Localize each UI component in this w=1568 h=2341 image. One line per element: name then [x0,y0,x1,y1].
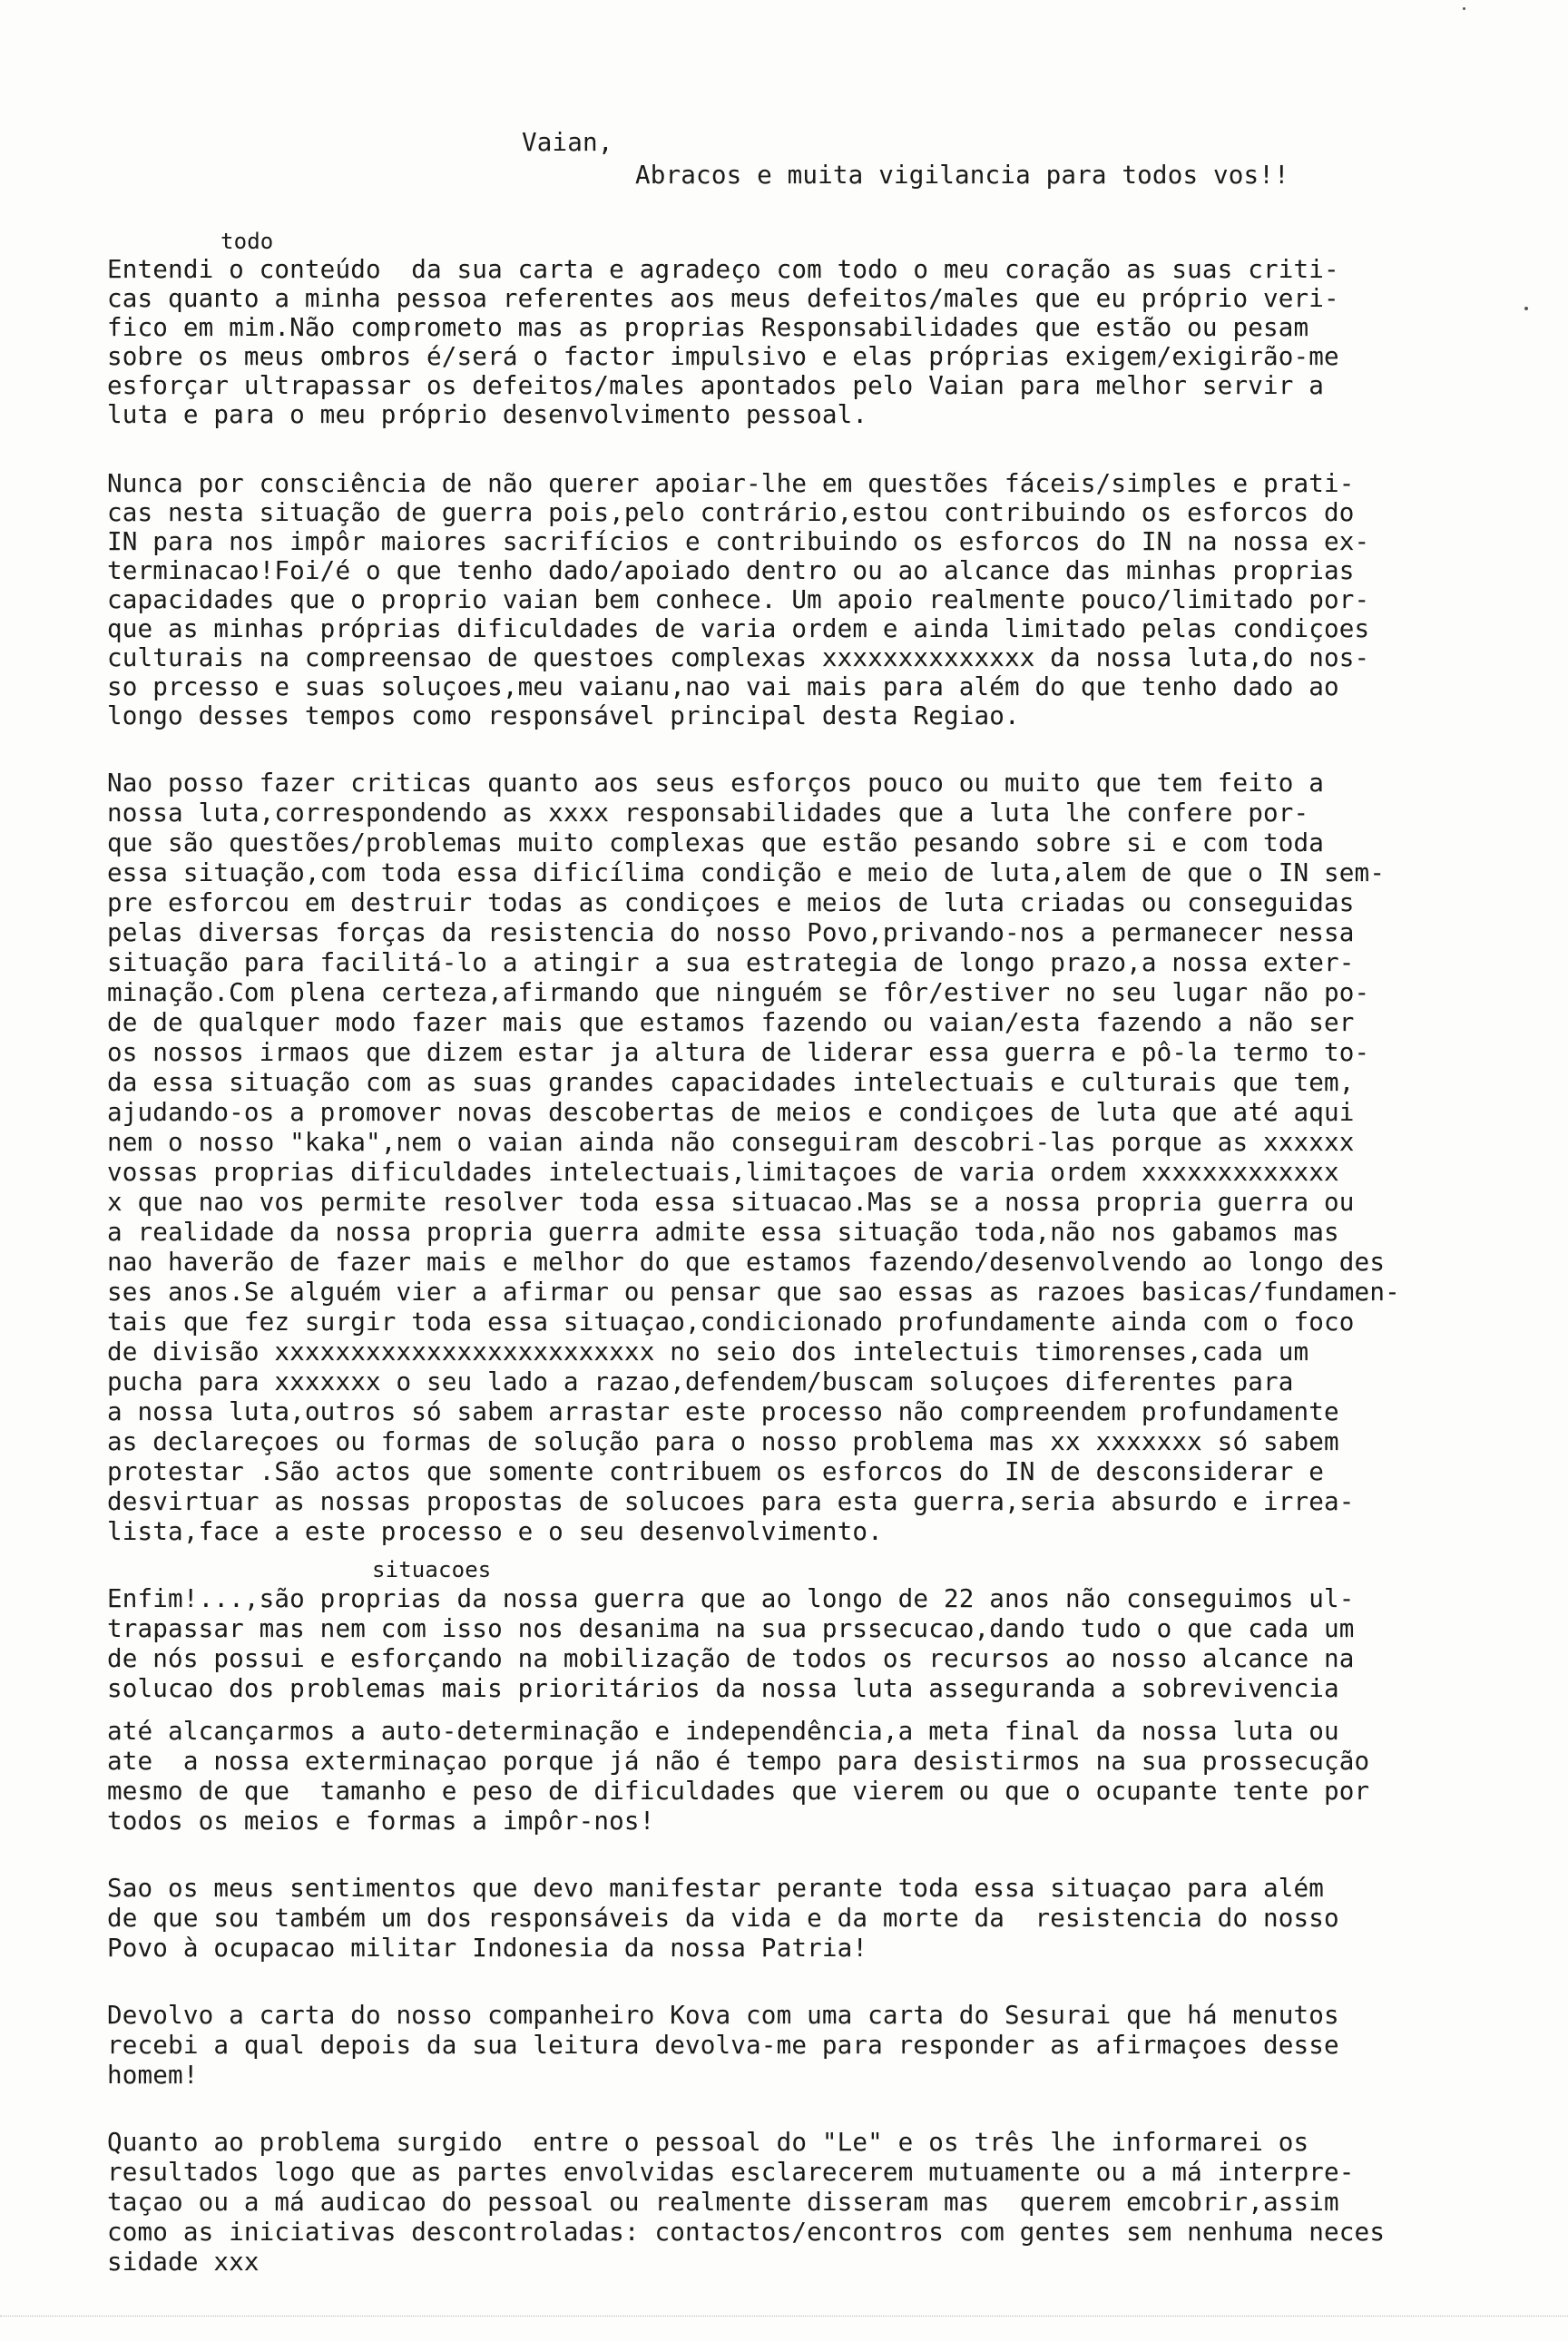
paragraph-line: que as minhas próprias dificuldades de varia ordem e ainda limitado pelas condiçoes [107,613,1370,643]
paragraph-line: so prcesso e suas soluçoes,meu vaianu,nao vai mais para além do que tenho dado ao [107,671,1339,701]
paragraph-line: homem! [107,2060,199,2090]
paragraph-line: nao haverão de fazer mais e melhor do que estamos fazendo/desenvolvendo ao longo des [107,1247,1386,1277]
paragraph-line: x que nao vos permite resolver toda essa situacao.Mas se a nossa propria guerra ou [107,1187,1355,1217]
greeting: Abracos e muita vigilancia para todos vos!! [635,160,1289,190]
paragraph-line: essa situação,com toda essa dificílima condição e meio de luta,alem de que o IN sem- [107,857,1386,887]
paragraph-line: protestar .São actos que somente contribuem os esforcos do IN de desconsiderar e [107,1456,1325,1486]
paragraph-line: Enfim!...,são proprias da nossa guerra que ao longo de 22 anos não conseguimos ul- [107,1583,1355,1613]
paragraph-line: de divisão xxxxxxxxxxxxxxxxxxxxxxxxx no seio dos intelectuis timorenses,cada um [107,1337,1309,1366]
paragraph-line: esforçar ultrapassar os defeitos/males apontados pelo Vaian para melhor servir a [107,370,1325,400]
handwritten-insert-situacoes: situacoes [372,1557,492,1582]
paragraph-line: pucha para xxxxxxx o seu lado a razao,defendem/buscam soluçoes diferentes para [107,1366,1294,1396]
paragraph-line: a nossa luta,outros só sabem arrastar este processo não compreendem profundamente [107,1396,1339,1426]
ink-speck [1524,307,1528,310]
paragraph-line: Devolvo a carta do nosso companheiro Kova com uma carta do Sesurai que há menutos [107,2000,1339,2030]
paragraph-line: ses anos.Se alguém vier a afirmar ou pensar que sao essas as razoes basicas/fundamen- [107,1277,1400,1307]
salutation: Vaian, [522,127,613,157]
paragraph-line: Quanto ao problema surgido entre o pessoal do "Le" e os três lhe informarei os [107,2127,1309,2157]
paragraph-line: os nossos irmaos que dizem estar ja altura de liderar essa guerra e pô-la termo to- [107,1037,1370,1067]
paragraph-line: todos os meios e formas a impôr-nos! [107,1806,655,1836]
paragraph-line: mesmo de que tamanho e peso de dificuldades que vierem ou que o ocupante tente por [107,1776,1370,1806]
paragraph-line: nem o nosso "kaka",nem o vaian ainda não conseguiram descobri-las porque as xxxxxx [107,1127,1355,1157]
paragraph-line: ate a nossa exterminaçao porque já não é tempo para desistirmos na sua prossecução [107,1746,1370,1776]
paragraph-line: Povo à ocupacao militar Indonesia da nossa Patria! [107,1933,868,1963]
paragraph-line: sobre os meus ombros é/será o factor impulsivo e elas próprias exigem/exigirão-me [107,341,1339,371]
paragraph-line: capacidades que o proprio vaian bem conhece. Um apoio realmente pouco/limitado por- [107,584,1370,614]
paragraph-line: as declareçoes ou formas de solução para o nosso problema mas xx xxxxxxx só sabem [107,1426,1339,1456]
paragraph-line: cas nesta situação de guerra pois,pelo contrário,estou contribuindo os esforcos do [107,497,1355,527]
paragraph-line: vossas proprias dificuldades intelectuais,limitaçoes de varia ordem xxxxxxxxxxxxx [107,1157,1339,1187]
paragraph-line: que são questões/problemas muito complexas que estão pesando sobre si e com toda [107,828,1325,857]
scan-edge-line [0,2316,1568,2317]
paragraph-line: como as iniciativas descontroladas: contactos/encontros com gentes sem nenhuma neces [107,2217,1386,2247]
paragraph-line: taçao ou a má audicao do pessoal ou realmente disseram mas querem emcobrir,assim [107,2187,1339,2217]
paragraph-line: lista,face a este processo e o seu desenvolvimento. [107,1516,883,1546]
paragraph-line: Entendi o conteúdo da sua carta e agradeço com todo o meu coração as suas criti- [107,254,1339,284]
paragraph-line: pre esforcou em destruir todas as condiçoes e meios de luta criadas ou conseguidas [107,887,1355,917]
paragraph-line: solucao dos problemas mais prioritários da nossa luta asseguranda a sobrevivencia [107,1673,1339,1703]
paragraph-line: tais que fez surgir toda essa situaçao,condicionado profundamente ainda com o foco [107,1307,1355,1337]
paragraph-line: pelas diversas forças da resistencia do nosso Povo,privando-nos a permanecer nessa [107,917,1355,947]
paragraph-line: culturais na compreensao de questoes complexas xxxxxxxxxxxxxx da nossa luta,do nos- [107,642,1370,672]
paragraph-line: Sao os meus sentimentos que devo manifestar perante toda essa situaçao para além [107,1873,1325,1903]
ink-speck [1463,7,1465,10]
paragraph-line: Nao posso fazer criticas quanto aos seus esforços pouco ou muito que tem feito a [107,768,1325,798]
paragraph-line: luta e para o meu próprio desenvolvimento pessoal. [107,399,868,429]
paragraph-line: até alcançarmos a auto-determinação e independência,a meta final da nossa luta ou [107,1716,1339,1746]
paragraph-line: cas quanto a minha pessoa referentes aos meus defeitos/males que eu próprio veri- [107,283,1339,313]
paragraph-line: de nós possui e esforçando na mobilização de todos os recursos ao nosso alcance na [107,1643,1355,1673]
paragraph-line: sidade xxx [107,2247,260,2277]
paragraph-line: IN para nos impôr maiores sacrifícios e contribuindo os esforcos do IN na nossa ex- [107,526,1370,556]
paragraph-line: a realidade da nossa propria guerra admite essa situação toda,não nos gabamos mas [107,1217,1339,1247]
paragraph-line: ajudando-os a promover novas descobertas de meios e condiçoes de luta que até aqui [107,1097,1355,1127]
paragraph-line: nossa luta,correspondendo as xxxx responsabilidades que a luta lhe confere por- [107,798,1309,828]
paragraph-line: trapassar mas nem com isso nos desanima na sua prssecucao,dando tudo o que cada um [107,1613,1355,1643]
paragraph-line: longo desses tempos como responsável principal desta Regiao. [107,700,1020,730]
paragraph-line: terminacao!Foi/é o que tenho dado/apoiado dentro ou ao alcance das minhas proprias [107,555,1355,585]
paragraph-line: de que sou também um dos responsáveis da vida e da morte da resistencia do nosso [107,1903,1339,1933]
paragraph-line: fico em mim.Não comprometo mas as proprias Responsabilidades que estão ou pesam [107,312,1309,342]
paragraph-line: minação.Com plena certeza,afirmando que ninguém se fôr/estiver no seu lugar não po- [107,977,1370,1007]
paragraph-line: resultados logo que as partes envolvidas esclarecerem mutuamente ou a má interpre- [107,2157,1355,2187]
paragraph-line: da essa situação com as suas grandes capacidades intelectuais e culturais que tem, [107,1067,1355,1097]
paragraph-line: recebi a qual depois da sua leitura devolva-me para responder as afirmaçoes desse [107,2030,1339,2060]
paragraph-line: desvirtuar as nossas propostas de solucoes para esta guerra,seria absurdo e irrea- [107,1486,1355,1516]
paragraph-line: situação para facilitá-lo a atingir a sua estrategia de longo prazo,a nossa exter- [107,947,1355,977]
handwritten-insert-todo: todo [220,229,274,254]
paragraph-line: Nunca por consciência de não querer apoiar-lhe em questões fáceis/simples e prati- [107,468,1355,498]
paragraph-line: de de qualquer modo fazer mais que estamos fazendo ou vaian/esta fazendo a não ser [107,1007,1355,1037]
